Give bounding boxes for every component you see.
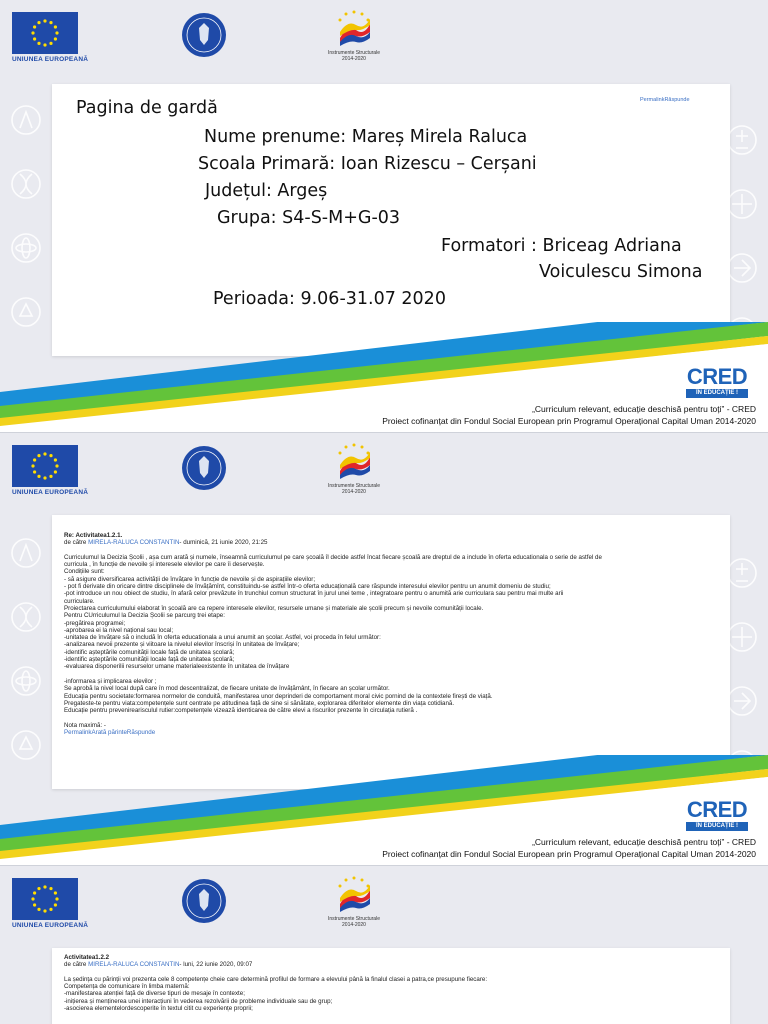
post-body-line: La ședința cu părinții voi prezenta cele 8 competențe cheie care determină profilul de formare a elevului până la finalul clasei a patra,ce presupune fiecare: (64, 975, 488, 983)
post-by-prefix: de către (64, 539, 89, 547)
structural-instruments-label (322, 916, 386, 928)
cover-name: Nume prenume: Mareș Mirela Raluca (204, 127, 528, 147)
post-body-line: -pregătirea programei; (64, 619, 126, 627)
cover-county: Județul: Argeș (205, 181, 328, 201)
post-body-line: Se aprobă la nivel local după care în mod descentralizat, de fiecare unitate de învățământ, în fiecare an școlar următor. (64, 685, 390, 693)
government-seal-icon (181, 878, 227, 924)
cred-logo (682, 364, 752, 404)
post-body-line (64, 547, 664, 554)
post-by-prefix: de către (64, 961, 89, 969)
post-body-line: Nota maximă: - (64, 721, 106, 729)
post-body-line: -inițierea și menținerea unei interacțiuni în vederea rezolvării de probleme individuale sau de grup; (64, 997, 333, 1005)
post-byline (64, 961, 664, 968)
post-body-line: - pot fi derivate din oricare dintre disciplinele de învățămînt, constituindu-se astfel într-o oferta educațională care răspunde interesului elevilor pentru un anumit domeniu de studiu; (64, 583, 551, 591)
eu-flag-logo (12, 12, 78, 54)
eu-flag-logo (12, 878, 78, 920)
post-body-line: -pot introduce un nou obiect de studiu, în afară celor prevăzute în trunchiul comun structurat în jurul unei teme , integratoare pentru o anumită arie curriculara sau pentru mai multe arii (64, 590, 564, 598)
is-label-line2: 2014-2020 (342, 922, 366, 928)
post-byline (64, 539, 664, 546)
footer-cofinancing: Proiect cofinanțat din Fondul Social European prin Programul Operațional Capital Uman 2014-2020 (382, 416, 756, 426)
post-body-line: -evaluarea disponerilii resurselor umane materialeexistente în unitatea de învățare (64, 663, 290, 671)
cover-title: Pagina de gardă (76, 98, 218, 118)
post-body-line: Proiectarea curriculumului elaborat în școală are ca repere interesele elevilor, resursele umane și materiale ale școlii precum și nevoile comunității locale. (64, 604, 484, 612)
structural-instruments-label (322, 483, 386, 495)
eu-label: UNIUNEA EUROPEANĂ (12, 489, 89, 496)
cover-trainer-2: Voiculescu Simona (539, 262, 703, 282)
forum-post (64, 532, 664, 736)
post-body-line: Curriculumul la Decizia Școlii , așa cum arată și numele, înseamnă curriculumul pe care școală îl decide astfel încat fiecare școală are dreptul de a include în oferta educationala o serie de astfel de (64, 553, 602, 561)
post-body-line: Educația pentru societate:formarea normelor de conduită, manifestarea unor deprinderi de comportament moral civic pornind de la contextele firești de viață. (64, 692, 493, 700)
slide-activity-1-2-2 (0, 866, 768, 1024)
government-seal-icon (181, 12, 227, 58)
structural-instruments-logo-icon (334, 8, 374, 48)
post-body-line: -asocierea elementelordescoperite în textul citit cu experiențe proprii; (64, 1005, 253, 1013)
post-author-link[interactable]: MIRELA-RALUCA CONSTANTIN (88, 539, 180, 547)
cred-logo-subtitle: ÎN EDUCAȚIE ! (686, 822, 748, 831)
eu-stars-icon (12, 878, 78, 920)
is-label-line1: Instrumente Structurale (328, 483, 380, 489)
eu-label: UNIUNEA EUROPEANĂ (12, 922, 89, 929)
post-body-line (64, 671, 664, 678)
post-body-line: curricula , în funcție de nevoile și interesele elevilor pe care îi deservește. (64, 561, 265, 569)
post-body-line: -informarea și implicarea elevilor ; (64, 677, 157, 685)
post-body-line: Pentru CUrriculumul la Decizia Școlii se parcurg trei etape: (64, 612, 225, 620)
post-body-line: -unitatea de învățare să o includă în oferta educationala a unui anumit an școlar. Astfel, voi proceda în felul următor: (64, 634, 381, 642)
post-body-line (64, 969, 664, 976)
eu-stars-icon (12, 12, 78, 54)
structural-instruments-logo-icon (334, 441, 374, 481)
is-label-line1: Instrumente Structurale (328, 916, 380, 922)
structural-instruments-logo-icon (334, 874, 374, 914)
post-title: Activitatea1.2.2 (64, 954, 110, 961)
permalink-reply-link[interactable]: PermalinkRăspunde (640, 97, 690, 103)
post-title: Re: Activitatea1.2.1. (64, 532, 123, 539)
government-seal-icon (181, 445, 227, 491)
footer-cofinancing: Proiect cofinanțat din Fondul Social European prin Programul Operațional Capital Uman 2014-2020 (382, 849, 756, 859)
post-body-line: - să asigure diversificarea activității de învățare în funcție de nevoile și de aspirațiile elevilor; (64, 575, 316, 583)
cover-period: Perioada: 9.06-31.07 2020 (213, 289, 446, 309)
post-body-line: Educație pentru prevenirearisculul rutier:competențele vizează identicarea de către elevi a riscurilor prezente în circulația rutieră . (64, 707, 418, 715)
cred-logo-word: CRED (686, 797, 748, 822)
is-label-line1: Instrumente Structurale (328, 50, 380, 56)
post-body-line: -identific așteptările comunității locale față de unitatea școlară; (64, 648, 235, 656)
cred-logo-subtitle: ÎN EDUCAȚIE ! (686, 389, 748, 398)
footer-project-title: „Curriculum relevant, educație deschisă pentru toți” - CRED (532, 404, 756, 414)
post-date: - luni, 22 iunie 2020, 09:07 (179, 961, 253, 969)
post-action-links[interactable]: PermalinkArată părinteRăspunde (64, 729, 156, 737)
is-label-line2: 2014-2020 (342, 56, 366, 62)
eu-stars-icon (12, 445, 78, 487)
cover-group: Grupa: S4-S-M+G-03 (217, 208, 401, 228)
slide-activity-1-2-1 (0, 433, 768, 865)
is-label-line2: 2014-2020 (342, 489, 366, 495)
eu-label: UNIUNEA EUROPEANĂ (12, 56, 89, 63)
post-body-line (64, 714, 664, 721)
post-body-line: -analizarea nevoii prezente și viitoare la nivelul elevilor înscriși în unitatea de învățare; (64, 641, 300, 649)
cred-logo (682, 797, 752, 837)
post-body (64, 969, 664, 1013)
structural-instruments-label (322, 50, 386, 62)
cover-trainers: Formatori : Briceag Adriana (441, 236, 682, 256)
cred-logo-word: CRED (686, 364, 748, 389)
post-body-line: curriculare. (64, 597, 95, 605)
post-author-link[interactable]: MIRELA-RALUCA CONSTANTIN (88, 961, 180, 969)
post-body-line: Condițiile sunt: (64, 568, 105, 576)
post-body (64, 547, 664, 729)
post-body-line: -identific așteptările comunității locale față de unitatea școlară; (64, 656, 235, 664)
post-body-line: -aprobarea ei la nivel național sau local; (64, 626, 174, 634)
post-body-line: Competența de comunicare în limba maternă: (64, 983, 190, 991)
post-date: - duminică, 21 iunie 2020, 21:25 (179, 539, 268, 547)
slide-cover (0, 0, 768, 432)
footer-project-title: „Curriculum relevant, educație deschisă pentru toți” - CRED (532, 837, 756, 847)
forum-post (64, 954, 664, 1012)
cover-school: Scoala Primară: Ioan Rizescu – Cerșani (198, 154, 537, 174)
eu-flag-logo (12, 445, 78, 487)
post-body-line: -manifestarea atenției față de diverse tipuri de mesaje în contexte; (64, 990, 245, 998)
post-body-line: Pregateste-te pentru viata:competențele sunt centrate pe atitudinea față de sine si sănătate, explorarea diferitelor elemente din viața cotidiană. (64, 699, 455, 707)
